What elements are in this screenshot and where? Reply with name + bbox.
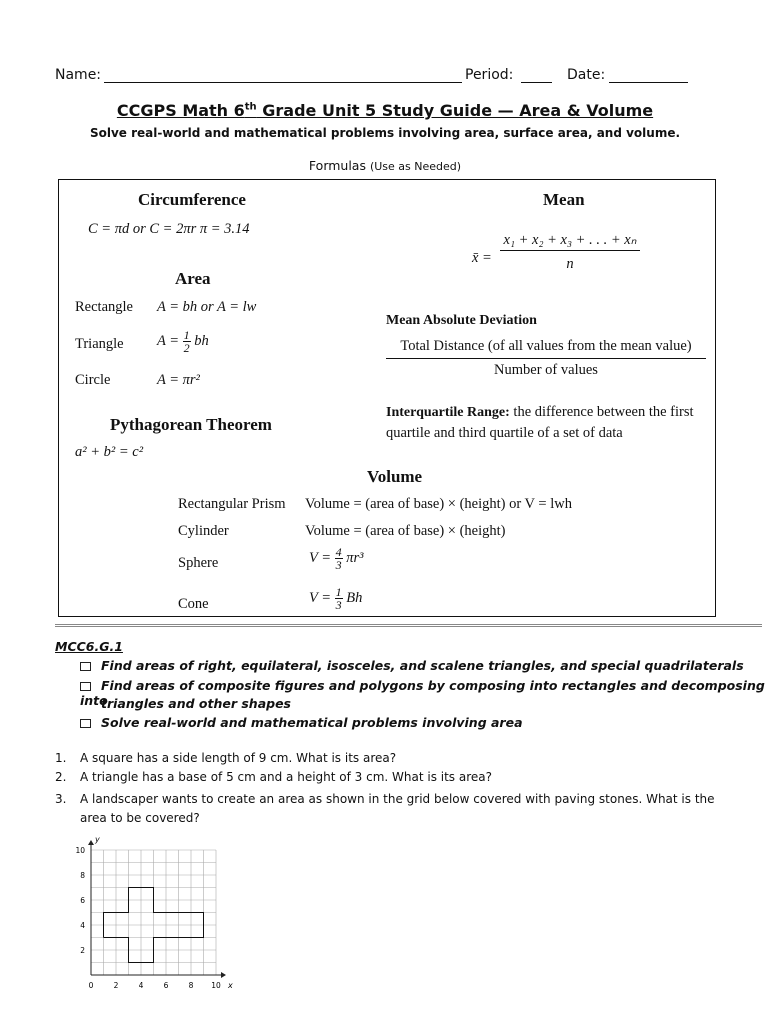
page-title [0,101,770,120]
mad-fraction-bar [386,358,706,359]
circle-formula: A = πr² [157,372,200,388]
standard-code: MCC6.G.1 [55,639,123,654]
prism-label: Rectangular Prism [178,496,286,512]
question-number: 3. [55,792,67,806]
iqr-text-line1: the difference between the first [509,404,694,420]
standard-item-text: Solve real-world and mathematical problems involving area [101,715,523,730]
triangle-label: Triangle [75,336,124,352]
title-sup: th [244,101,257,113]
checkbox-icon[interactable] [80,662,91,671]
sphere-formula [309,546,364,571]
cone-rhs: Bh [346,589,363,606]
title-suffix: Grade Unit 5 Study Guide — Area & Volume [256,101,654,120]
iqr-text-line2: quartile and third quartile of a set of data [386,425,623,441]
question-1 [55,751,396,765]
section-divider [55,624,762,627]
standard-item-1 [80,658,744,673]
mad-numerator: Total Distance (of all values from the mean value) [400,338,692,354]
question-2 [55,770,492,784]
checkbox-icon[interactable] [80,682,91,691]
y-tick-label: 2 [80,946,85,955]
cylinder-label: Cylinder [178,523,229,539]
standard-item-text: Find areas of right, equilateral, isosceles, and scalene triangles, and special quadrilaterals [101,658,744,673]
sphere-fraction [335,546,343,571]
circumference-heading: Circumference [138,190,246,209]
x-tick-label: 10 [211,981,221,990]
triangle-rhs: bh [194,332,209,349]
mean-denominator: n [566,256,574,272]
title-prefix: CCGPS Math 6 [116,101,245,120]
iqr-heading: Interquartile Range: [386,405,510,420]
formulas-label-text: Formulas [308,158,366,173]
cone-lhs: V = [309,589,332,606]
question-text: A square has a side length of 9 cm. What is its area? [80,751,397,765]
standard-item-3 [80,715,523,730]
cone-fraction [335,586,343,611]
date-field[interactable] [609,82,688,83]
name-label: Name: [55,67,102,83]
y-axis-label: y [95,835,100,844]
standard-item-2-cont: triangles and other shapes [101,696,291,711]
mad-denominator: Number of values [494,362,598,378]
triangle-fraction [183,329,191,354]
y-tick-label: 4 [80,921,85,930]
circle-label: Circle [75,372,111,388]
cone-label: Cone [178,596,209,612]
area-heading: Area [175,269,211,288]
standard-item-text: Find areas of composite figures and polygons by composing into rectangles and decomposing into [80,678,765,708]
mean-numerator: x₁ + x₂ + x₃ + . . . + xₙ [500,232,640,251]
cone-num: 1 [335,585,342,599]
sphere-label: Sphere [178,555,219,571]
date-label: Date: [567,67,606,83]
question-text: A triangle has a base of 5 cm and a height of 3 cm. What is its area? [80,770,492,784]
period-label: Period: [465,67,514,83]
page-subtitle: Solve real-world and mathematical problems involving area, surface area, and volume. [89,126,681,140]
sphere-den: 3 [335,558,342,572]
name-field[interactable] [104,82,462,83]
pythagorean-formula: a² + b² = c² [75,444,144,460]
mad-heading: Mean Absolute Deviation [386,313,537,328]
x-tick-label: 8 [188,981,194,990]
question-number: 2. [55,770,67,784]
x-tick-label: 2 [113,981,119,990]
cone-formula [309,586,362,611]
formulas-note: (Use as Needed) [369,160,462,173]
x-axis-arrow-icon [221,972,226,978]
volume-heading: Volume [367,467,423,486]
iqr-text [386,402,716,444]
coordinate-grid [70,822,240,992]
checkbox-icon[interactable] [80,719,91,728]
question-text: A landscaper wants to create an area as shown in the grid below covered with paving stones. What is the [80,792,715,806]
sphere-lhs: V = [309,549,332,566]
formulas-label [0,158,770,173]
prism-formula: Volume = (area of base) × (height) or V = lwh [305,496,572,512]
y-tick-label: 10 [75,846,85,855]
period-field[interactable] [521,82,552,83]
rectangle-label: Rectangle [75,299,133,315]
rectangle-formula: A = bh or A = lw [157,299,257,315]
question-text-cont: area to be covered? [80,811,200,825]
circumference-formula: C = πd or C = 2πr π = 3.14 [88,221,250,237]
x-tick-label: 0 [88,981,94,990]
y-axis-arrow-icon [88,840,94,845]
x-tick-label: 6 [163,981,169,990]
x-axis-label: x [228,981,233,990]
sphere-rhs: πr³ [346,549,364,566]
triangle-num: 1 [183,328,190,342]
cone-den: 3 [335,598,342,612]
triangle-formula [157,329,209,354]
x-tick-label: 4 [138,981,144,990]
pythagorean-heading: Pythagorean Theorem [110,415,272,434]
y-tick-label: 6 [80,896,85,905]
cylinder-formula: Volume = (area of base) × (height) [305,523,506,539]
mean-lhs: x̄ = [472,250,492,266]
y-tick-label: 8 [80,871,85,880]
mean-heading: Mean [543,190,585,209]
sphere-num: 4 [335,545,342,559]
triangle-lhs: A = [157,332,180,349]
question-number: 1. [55,751,67,765]
triangle-den: 2 [183,341,190,355]
